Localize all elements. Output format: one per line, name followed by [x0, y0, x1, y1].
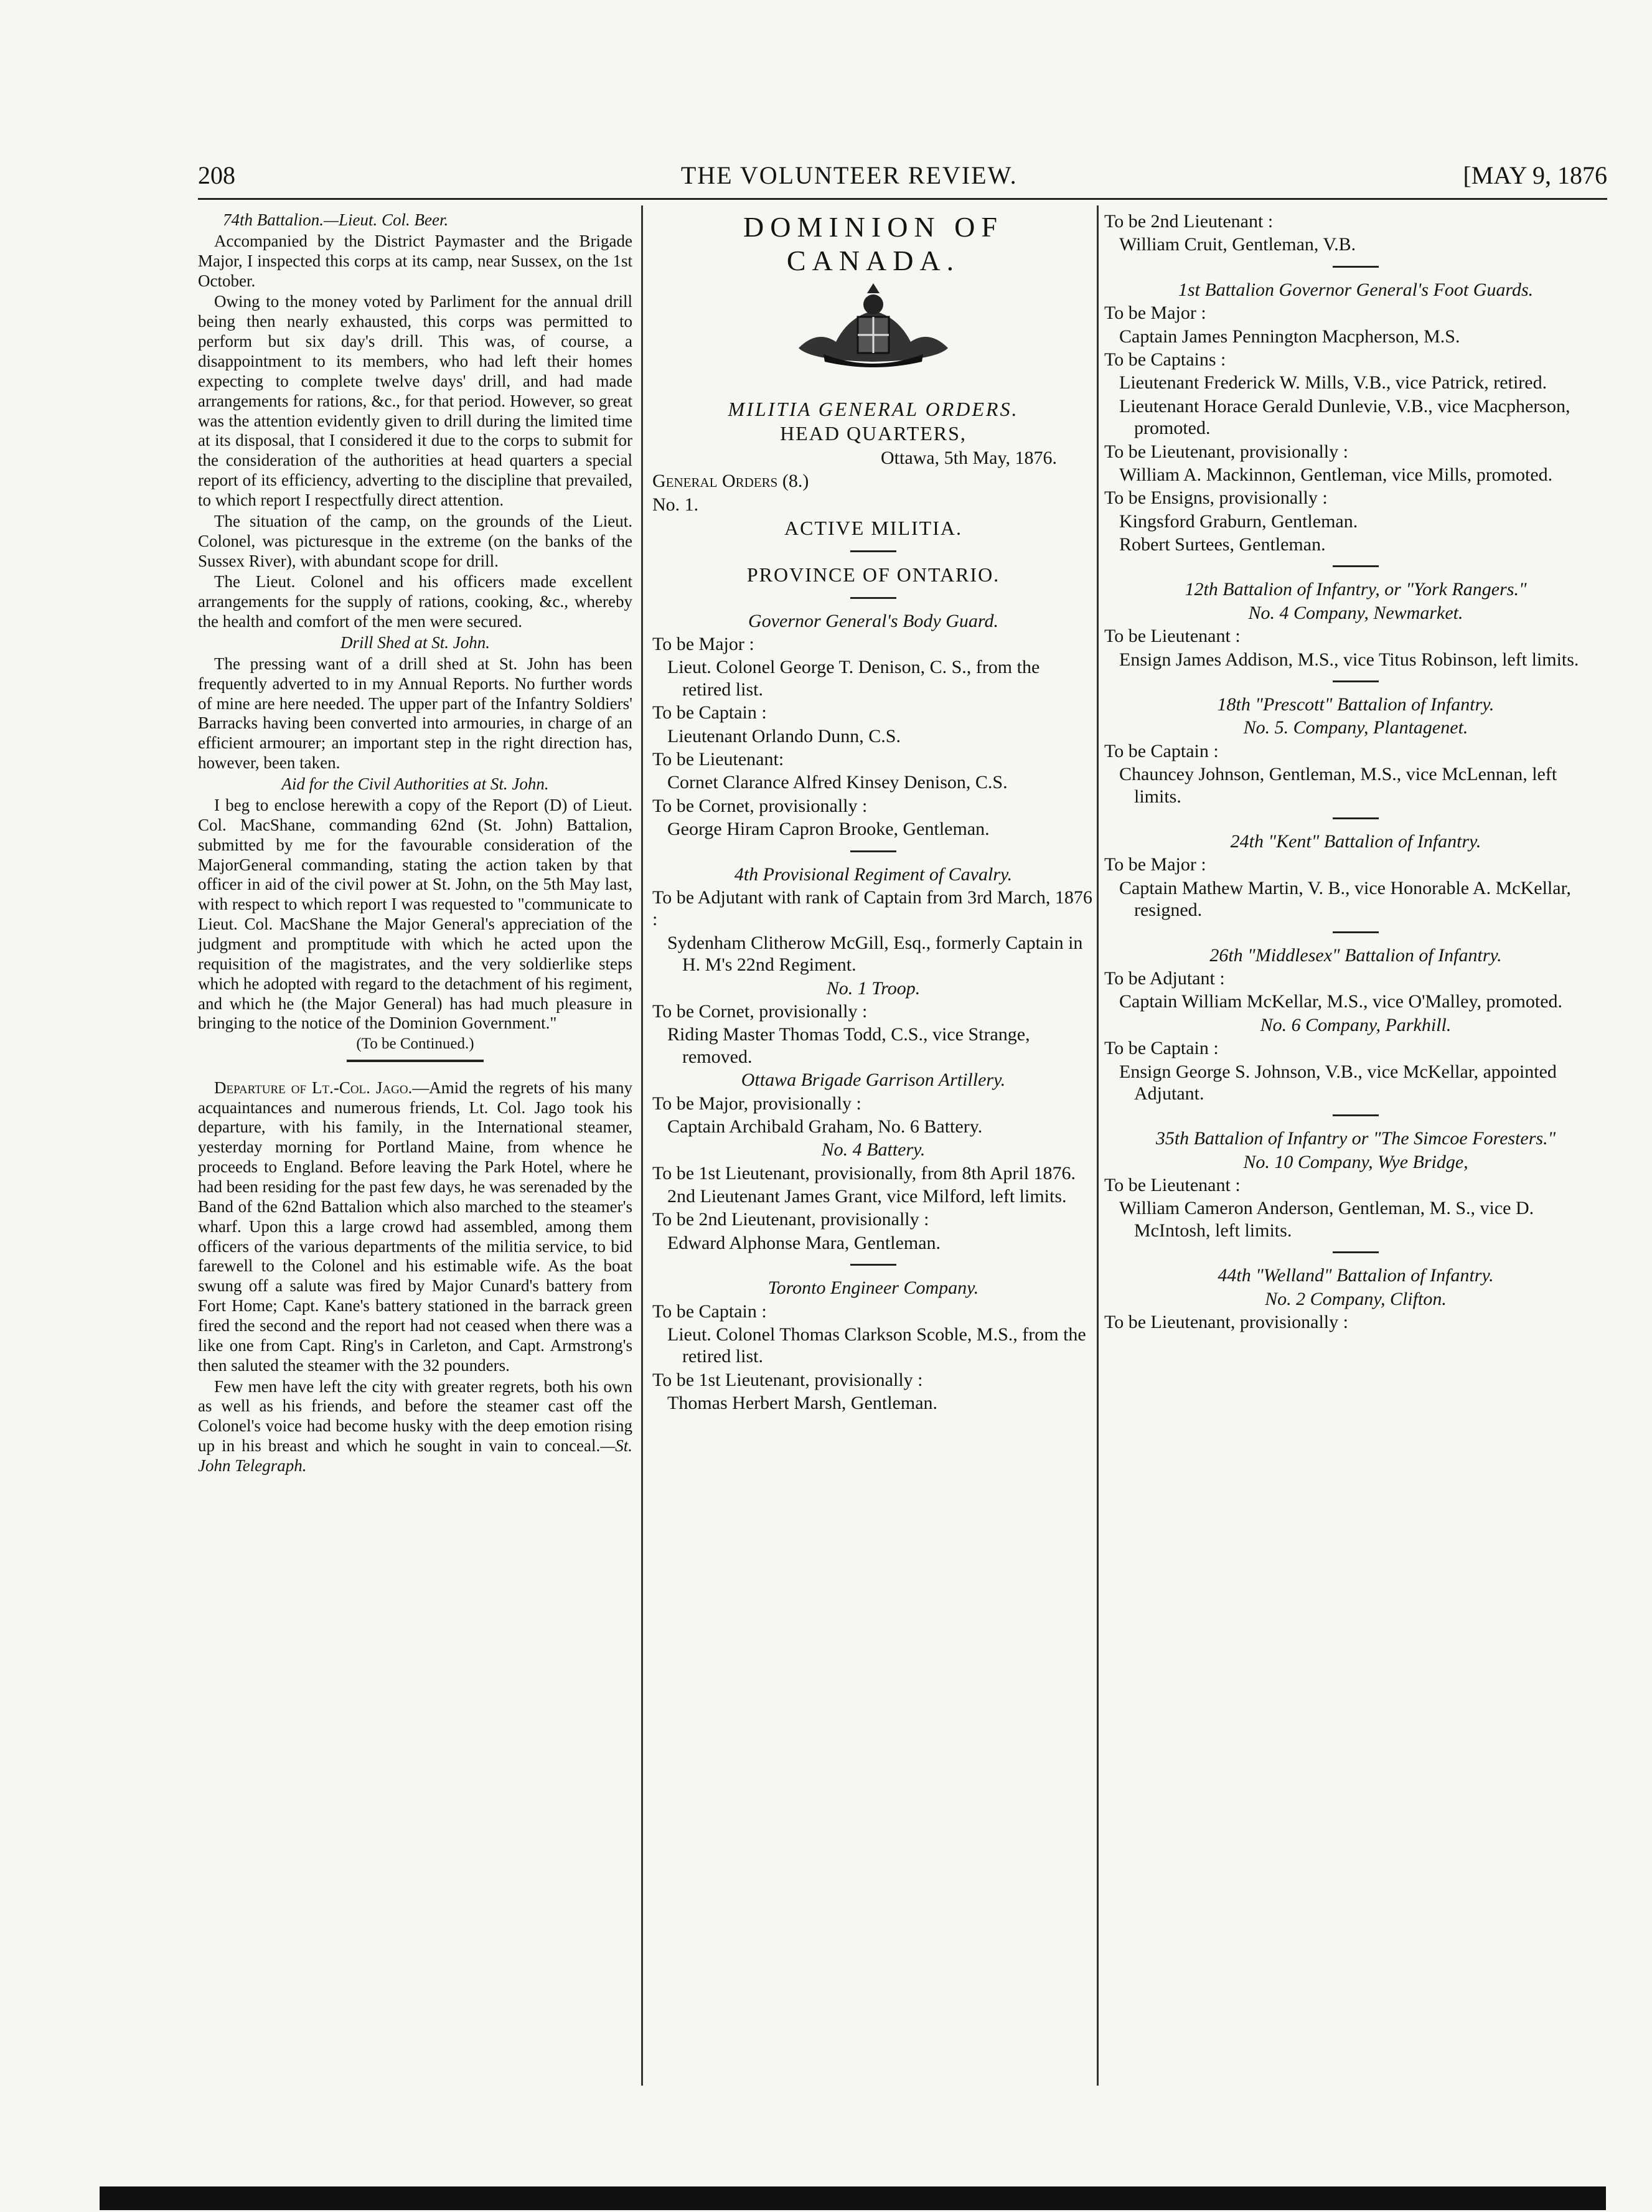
- unit-heading: 35th Battalion of Infantry or "The Simcoe Foresters.": [1155, 1128, 1556, 1149]
- section-divider: [1333, 680, 1379, 682]
- dominion-heading: DOMINION OF CANADA.: [743, 211, 1003, 277]
- unit-subheading: No. 4 Battery.: [821, 1139, 926, 1160]
- section-divider: [850, 597, 896, 599]
- section-divider: [850, 850, 896, 852]
- appointment-entry: Lieut. Colonel Thomas Clarkson Scoble, M.S., from the retired list.: [667, 1324, 1086, 1367]
- appointment-entry: Ensign George S. Johnson, V.B., vice McKellar, appointed Adjutant.: [1119, 1061, 1557, 1104]
- militia-general-orders-heading: MILITIA GENERAL ORDERS.: [728, 397, 1019, 420]
- column-divider-right: [1097, 205, 1099, 2086]
- section-heading-aid: Aid for the Civil Authorities at St. John.: [281, 774, 549, 794]
- unit-heading: 12th Battalion of Infantry, or "York Rangers.": [1185, 579, 1527, 600]
- appointment-label: To be Lieutenant :: [1104, 626, 1241, 647]
- paragraph: Accompanied by the District Paymaster and the Brigade Major, I inspected this corps at its camp, near Sussex, on the 1st October.: [198, 231, 632, 290]
- section-divider: [850, 1264, 896, 1266]
- section-heading-74th: 74th Battalion.—Lieut. Col. Beer.: [223, 210, 449, 229]
- section-divider: [1333, 266, 1379, 268]
- column-left: [198, 210, 632, 1477]
- closing-text: Few men have left the city with greater regrets, both his own as well as his friends, and before the steamer cast off the Colonel's voice had become husky with the deep emotion rising up in his breast and which he sought in vain to conceal.: [198, 1377, 632, 1456]
- appointment-label: To be Captain :: [652, 1301, 767, 1322]
- scan-edge-bar: [100, 2186, 1606, 2210]
- appointment-label: To be Major :: [652, 634, 754, 655]
- appointment-entry: William A. Mackinnon, Gentleman, vice Mills, promoted.: [1119, 464, 1553, 485]
- appointment-label: To be Major :: [1104, 854, 1206, 875]
- unit-heading: 1st Battalion Governor General's Foot Guards.: [1178, 279, 1534, 300]
- appointment-label: To be Adjutant :: [1104, 967, 1225, 989]
- unit-heading: 24th "Kent" Battalion of Infantry.: [1230, 831, 1481, 852]
- appointment-entry: Lieutenant Horace Gerald Dunlevie, V.B., vice Macpherson, promoted.: [1119, 395, 1570, 439]
- header-rule: [198, 198, 1607, 200]
- appointment-entry: Edward Alphonse Mara, Gentleman.: [667, 1232, 941, 1253]
- appointment-label: To be Lieutenant:: [652, 749, 784, 770]
- appointment-entry: Captain Archibald Graham, No. 6 Battery.: [667, 1116, 983, 1137]
- column-middle: [652, 210, 1094, 1416]
- page-header: [198, 161, 1607, 193]
- paragraph: [198, 1078, 632, 1376]
- appointment-entry: Sydenham Clitherow McGill, Esq., formerly Captain in H. M's 22nd Regiment.: [667, 932, 1083, 976]
- page-number: 208: [198, 161, 235, 189]
- active-militia-heading: ACTIVE MILITIA.: [784, 517, 962, 540]
- orders-date: Ottawa, 5th May, 1876.: [880, 448, 1057, 469]
- unit-subheading: No. 5. Company, Plantagenet.: [1243, 717, 1468, 738]
- departure-heading: Departure of Lt.-Col. Jago.: [214, 1078, 413, 1097]
- appointment-label: To be 2nd Lieutenant, provisionally :: [652, 1209, 929, 1230]
- unit-heading: Governor General's Body Guard.: [748, 610, 998, 631]
- unit-subheading: No. 4 Company, Newmarket.: [1248, 602, 1463, 623]
- section-divider: [1333, 931, 1379, 933]
- appointment-label: To be Captain :: [1104, 740, 1219, 761]
- appointment-entry: Captain William McKellar, M.S., vice O'Malley, promoted.: [1119, 991, 1563, 1012]
- appointment-label: To be Adjutant with rank of Captain from 3rd March, 1876 :: [652, 887, 1092, 930]
- appointment-entry: Lieut. Colonel George T. Denison, C. S., from the retired list.: [667, 657, 1040, 700]
- appointment-entry: William Cameron Anderson, Gentleman, M. S., vice D. McIntosh, left limits.: [1119, 1198, 1534, 1241]
- departure-text: —Amid the regrets of his many acquaintances and numerous friends, Lt. Col. Jago took his departure, with his family, in the International steamer, yesterday morning for Portland Maine, from whence he proceeds to England. Before leaving the Park Hotel, where he had been residing for the past few days, he was serenaded by the Band of the 62nd Battalion which also marched to the steamer's wharf. Upon this a large crowd had assembled, among them officers of the various departments of the militia service, to bid farewell to the Colonel and his estimable wife. As the boat swung off a salute was fired by Major Cunard's battery from Fort Home; Capt. Kane's battery stationed in the barrack green fired the second and the report had not ceased when there was a like one from Capt. Ring's in Carleton, and Capt. Armstrong's then saluted the steamer with the 32 pounders.: [198, 1078, 633, 1375]
- appointment-entry: William Cruit, Gentleman, V.B.: [1119, 234, 1356, 255]
- appointment-label: To be Ensigns, provisionally :: [1104, 487, 1328, 509]
- appointment-label: To be Captain :: [1104, 1038, 1219, 1059]
- paragraph: The pressing want of a drill shed at St. John has been frequently adverted to in my Annual Reports. No further words of mine are here needed. The upper part of the Infantry Soldiers' Barracks having been converted into armouries, in charge of an efficient armourer; an important step in the right direction has, however, been taken.: [198, 654, 632, 773]
- appointment-label: To be Lieutenant, provisionally :: [1104, 1312, 1348, 1333]
- paragraph: Owing to the money voted by Parliment for the annual drill being then nearly exhausted, this corps was permitted to perform but six day's drill. This was, of course, a disappointment to its members, who had left their homes expecting to complete twelve days' drill, and had made arrangements for rations, &c., for that period. However, so great was the attention evidently given to drill during the limited time at its disposal, that I considered it due to the corps to submit for the consideration of the authorities at head quarters a special report of its efficiency, adverting to the discipline that prevailed, to which report I respectfully direct attention.: [198, 292, 632, 510]
- column-right: [1104, 210, 1607, 1334]
- publication-title: THE VOLUNTEER REVIEW.: [680, 161, 1018, 189]
- appointment-label: To be 1st Lieutenant, provisionally, from 8th April 1876.: [652, 1162, 1076, 1184]
- unit-heading: 26th "Middlesex" Battalion of Infantry.: [1209, 944, 1502, 966]
- appointment-label: To be Cornet, provisionally :: [652, 795, 868, 816]
- province-heading: PROVINCE OF ONTARIO.: [746, 563, 1000, 586]
- appointment-entry: Robert Surtees, Gentleman.: [1119, 534, 1326, 555]
- section-divider: [1333, 1114, 1379, 1116]
- unit-subheading: No. 6 Company, Parkhill.: [1260, 1014, 1452, 1035]
- appointment-label: To be Major, provisionally :: [652, 1093, 861, 1114]
- appointment-label: To be 1st Lieutenant, provisionally :: [652, 1369, 923, 1390]
- section-divider: [347, 1060, 484, 1062]
- section-heading-drill-shed: Drill Shed at St. John.: [340, 633, 490, 652]
- section-divider: [1333, 817, 1379, 819]
- paragraph: I beg to enclose herewith a copy of the Report (D) of Lieut. Col. MacShane, commanding 62nd (St. John) Battalion, submitted by me for the favourable consideration of the MajorGeneral commanding, stating the action taken by that officer in aid of the civil power at St. John, on the 5th May last, with respect to which report I was requested to "communicate to Lieut. Col. MacShane the Major General's appreciation of the judgment and promptitude with which he acted upon the requisition of the magistrates, and the very soldierlike steps which he adopted with regard to the detachment of his regiment, and which he (the Major General) has had much pleasure in bringing to the notice of the Dominion Government.": [198, 795, 632, 1033]
- section-divider: [1333, 1251, 1379, 1253]
- appointment-entry: Captain James Pennington Macpherson, M.S.: [1119, 326, 1460, 347]
- appointment-entry: Chauncey Johnson, Gentleman, M.S., vice McLennan, left limits.: [1119, 764, 1557, 807]
- appointment-entry: Captain Mathew Martin, V. B., vice Honorable A. McKellar, resigned.: [1119, 877, 1571, 921]
- appointment-entry: Riding Master Thomas Todd, C.S., vice Strange, removed.: [667, 1024, 1030, 1067]
- appointment-entry: Ensign James Addison, M.S., vice Titus Robinson, left limits.: [1119, 649, 1579, 670]
- appointment-label: To be Lieutenant :: [1104, 1175, 1241, 1196]
- column-divider-left: [641, 205, 643, 2086]
- unit-heading: 44th "Welland" Battalion of Infantry.: [1218, 1265, 1494, 1286]
- section-divider: [1333, 565, 1379, 567]
- general-orders-number: General Orders (8.): [652, 471, 809, 492]
- appointment-label: To be Captains :: [1104, 349, 1226, 370]
- order-number: No. 1.: [652, 494, 699, 515]
- appointment-entry: George Hiram Capron Brooke, Gentleman.: [667, 819, 990, 840]
- paragraph: [198, 1377, 632, 1476]
- appointment-entry: Lieutenant Frederick W. Mills, V.B., vice Patrick, retired.: [1119, 372, 1547, 393]
- appointment-entry: 2nd Lieutenant James Grant, vice Milford, left limits.: [667, 1186, 1067, 1207]
- appointment-label: To be Cornet, provisionally :: [652, 1000, 868, 1022]
- unit-heading: Toronto Engineer Company.: [767, 1278, 979, 1299]
- section-divider: [850, 550, 896, 552]
- issue-date: [MAY 9, 1876: [1463, 161, 1607, 189]
- appointment-entry: Cornet Clarance Alfred Kinsey Denison, C.S.: [667, 772, 1008, 793]
- appointment-entry: Kingsford Graburn, Gentleman.: [1119, 511, 1358, 532]
- unit-heading: 4th Provisional Regiment of Cavalry.: [734, 864, 1013, 885]
- appointment-entry: Thomas Herbert Marsh, Gentleman.: [667, 1393, 938, 1414]
- appointment-label: To be Major :: [1104, 303, 1206, 324]
- appointment-label: To be Lieutenant, provisionally :: [1104, 441, 1348, 462]
- continued-note: (To be Continued.): [356, 1035, 474, 1053]
- appointment-label: To be 2nd Lieutenant :: [1104, 211, 1274, 232]
- unit-subheading: No. 10 Company, Wye Bridge,: [1243, 1151, 1468, 1172]
- paragraph: The situation of the camp, on the grounds of the Lieut. Colonel, was picturesque in the extreme (on the banks of the Sussex River), with abundant scope for drill.: [198, 511, 632, 570]
- head-quarters: HEAD QUARTERS,: [780, 422, 967, 445]
- appointment-entry: Lieutenant Orlando Dunn, C.S.: [667, 725, 901, 746]
- unit-heading: Ottawa Brigade Garrison Artillery.: [741, 1070, 1006, 1091]
- unit-heading: 18th "Prescott" Battalion of Infantry.: [1217, 694, 1495, 715]
- paragraph: The Lieut. Colonel and his officers made excellent arrangements for the supply of rations, cooking, &c., whereby the health and comfort of the men were secured.: [198, 572, 632, 631]
- unit-subheading: No. 2 Company, Clifton.: [1265, 1288, 1447, 1309]
- royal-crest-icon: [780, 280, 967, 373]
- source-credit: —St. John Telegraph.: [198, 1436, 632, 1475]
- appointment-label: To be Captain :: [652, 702, 767, 723]
- unit-subheading: No. 1 Troop.: [826, 977, 921, 999]
